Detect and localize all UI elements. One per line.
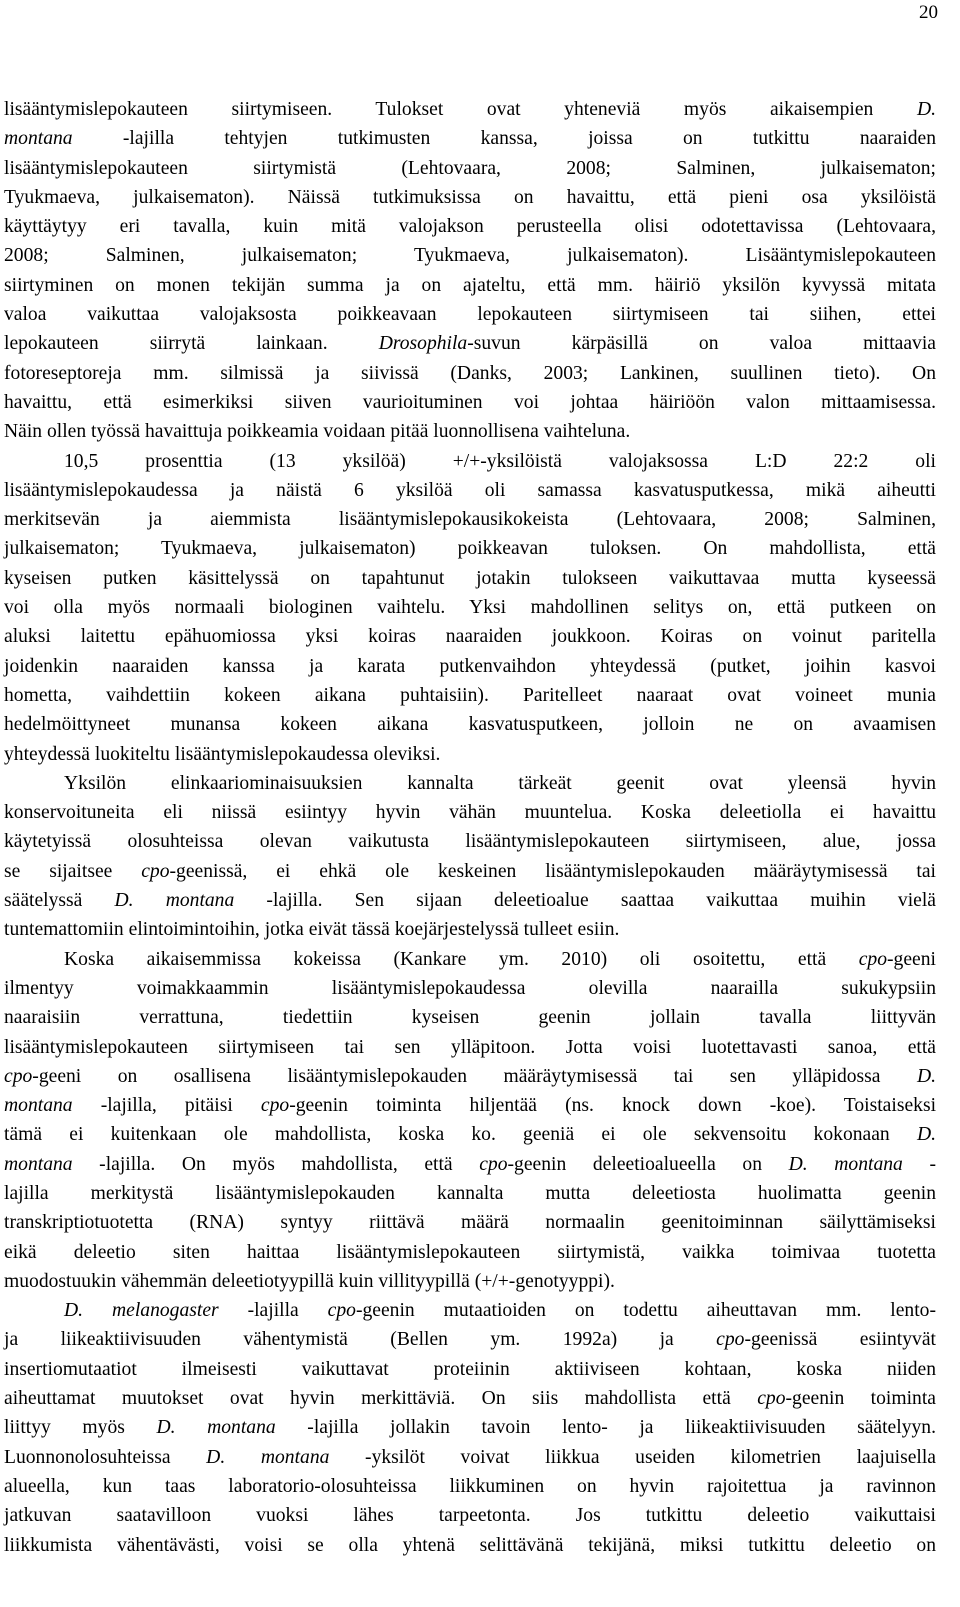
- italic-text-run: D.: [916, 1065, 936, 1087]
- text-run: se sijaitsee: [4, 860, 142, 882]
- body-text: [4, 95, 936, 1560]
- text-line: [4, 1267, 936, 1296]
- italic-text-run: cpo: [141, 860, 170, 882]
- text-run: naaraisiin verrattuna, tiedettiin kyseisen geenin jollain tavalla liittyvän: [4, 1007, 936, 1029]
- text-run: joidenkin naaraiden kanssa ja karata putkenvaihdon yhteydessä (putket, joihin kasvoi: [4, 655, 936, 677]
- text-line: [4, 154, 936, 183]
- text-line: [4, 1062, 936, 1091]
- text-line: [4, 827, 936, 856]
- text-run: hedelmöittyneet munansa kokeen aikana kasvatusputkeen, jolloin ne on avaamisen: [4, 714, 936, 736]
- text-run: transkriptiotuotetta (RNA) syntyy riittävä määrä normaalin geenitoiminnan säilyttämiseksi: [4, 1212, 936, 1234]
- text-run: lisääntymislepokaudessa ja näistä 6 yksilöä oli samassa kasvatusputkessa, mikä aiheutti: [4, 479, 936, 501]
- text-line: [4, 1238, 936, 1267]
- italic-text-run: montana: [4, 1153, 73, 1175]
- text-run: -lajilla. Sen sijaan deleetioalue saattaa vaikuttaa muihin vielä: [234, 890, 936, 912]
- italic-text-run: cpo: [479, 1153, 508, 1175]
- text-line: [4, 329, 936, 358]
- text-run: lepokauteen siirrytä lainkaan.: [4, 333, 379, 355]
- text-line: [4, 1150, 936, 1179]
- italic-text-run: cpo: [4, 1065, 33, 1087]
- italic-text-run: D. montana: [114, 890, 235, 912]
- text-run: aiheuttamat muutokset ovat hyvin merkittäviä. On siis mahdollista että: [4, 1388, 758, 1410]
- text-line: [4, 1531, 936, 1560]
- text-run: -lajilla. On myös mahdollista, että: [72, 1153, 480, 1175]
- text-line: [4, 417, 936, 446]
- text-run: Yksilön elinkaariominaisuuksien kannalta tärkeät geenit ovat yleensä hyvin: [64, 772, 936, 794]
- italic-text-run: montana: [4, 128, 73, 150]
- text-line: [4, 1296, 936, 1325]
- text-line: [4, 1472, 936, 1501]
- text-run: -geenissä esiintyvät: [744, 1329, 936, 1351]
- text-run: käyttäytyy eri tavalla, kuin mitä valojakson perusteella olisi odotettavissa (Lehtovaara,: [4, 216, 936, 238]
- text-line: [4, 241, 936, 270]
- italic-text-run: cpo: [327, 1300, 356, 1322]
- text-run: ja liikeaktiivisuuden vähentymistä (Bellen ym. 1992a) ja: [4, 1329, 717, 1351]
- text-run: -geenissä, ei ehkä ole keskeinen lisääntymislepokauden määräytymisessä tai: [169, 860, 937, 882]
- text-run: -geenin toiminta hiljentää (ns. knock down -koe). Toistaiseksi: [289, 1095, 937, 1117]
- text-line: [4, 534, 936, 563]
- text-run: käytetyissä olosuhteissa olevan vaikutusta lisääntymislepokauteen siirtymiseen, alue, jossa: [4, 831, 936, 853]
- italic-text-run: cpo: [260, 1095, 290, 1117]
- text-run: -geeni: [887, 948, 936, 970]
- italic-text-run: D.: [916, 99, 936, 120]
- italic-text-run: cpo: [757, 1388, 786, 1410]
- text-line: [4, 212, 936, 241]
- text-run: lisääntymislepokauteen siirtymiseen. Tulokset ovat yhteneviä myös aikaisempien: [4, 99, 917, 120]
- text-run: Näin ollen työssä havaittuja poikkeamia voidaan pitää luonnollisena vaihteluna.: [4, 421, 631, 443]
- text-run: insertiomutaatiot ilmeisesti vaikuttavat proteiinin aktiiviseen kohtaan, koska niiden: [4, 1358, 936, 1380]
- text-run: eikä deleetio siten haittaa lisääntymislepokauteen siirtymistä, vaikka toimivaa tuotetta: [4, 1241, 936, 1263]
- text-line: [4, 564, 936, 593]
- italic-text-run: D. montana: [788, 1153, 903, 1175]
- text-line: [4, 740, 936, 769]
- text-run: -: [902, 1153, 936, 1175]
- text-line: [4, 710, 936, 739]
- italic-text-run: D. melanogaster: [64, 1300, 219, 1322]
- text-run: konservoituneita eli niissä esiintyy hyvin vähän muuntelua. Koska deleetiolla ei havaittu: [4, 802, 936, 824]
- text-line: [4, 857, 936, 886]
- text-line: [4, 769, 936, 798]
- text-line: [4, 1355, 936, 1384]
- italic-text-run: D. montana: [206, 1446, 330, 1468]
- text-run: havaittu, että esimerkiksi siiven vaurioituminen voi johtaa häiriöön valon mittaamisessa.: [4, 391, 936, 413]
- text-line: [4, 1091, 936, 1120]
- text-line: [4, 1208, 936, 1237]
- text-run: -yksilöt voivat liikkua useiden kilometrien laajuisella: [329, 1446, 937, 1468]
- text-run: -geenin mutaatioiden on todettu aiheuttavan mm. lento-: [355, 1300, 936, 1322]
- italic-text-run: D. montana: [156, 1417, 276, 1439]
- text-line: [4, 183, 936, 212]
- text-line: [4, 95, 936, 124]
- text-run: yhteydessä luokiteltu lisääntymislepokaudessa oleviksi.: [4, 743, 441, 765]
- text-run: ilmentyy voimakkaammin lisääntymislepokaudessa olevilla naarailla sukukypsiin: [4, 977, 936, 999]
- text-line: [4, 1384, 936, 1413]
- text-line: [4, 798, 936, 827]
- text-run: Tyukmaeva, julkaisematon). Näissä tutkimuksissa on havaittu, että pieni osa yksilöistä: [4, 186, 936, 208]
- text-line: [4, 681, 936, 710]
- text-run: -suvun kärpäsillä on valoa mittaavia: [467, 333, 936, 355]
- text-run: -lajilla: [218, 1300, 328, 1322]
- text-run: aluksi laitettu epähuomiossa yksi koiras naaraiden joukkoon. Koiras on voinut paritella: [4, 626, 936, 648]
- text-run: lisääntymislepokauteen siirtymiseen tai sen ylläpitoon. Jotta voisi luotettavasti sanoa, että: [4, 1036, 936, 1058]
- text-run: Koska aikaisemmissa kokeissa (Kankare ym. 2010) oli osoitettu, että: [64, 948, 859, 970]
- text-run: voi olla myös normaali biologinen vaihtelu. Yksi mahdollinen selitys on, että putkeen on: [4, 597, 936, 619]
- text-line: [4, 915, 936, 944]
- text-run: tuntemattomiin elintoimintoihin, jotka eivät tässä koejärjestelyssä tulleet esiin.: [4, 919, 620, 941]
- italic-text-run: cpo: [716, 1329, 745, 1351]
- page-number: 20: [919, 2, 938, 23]
- italic-text-run: cpo: [858, 948, 888, 970]
- text-run: tämä ei kuitenkaan ole mahdollista, koska ko. geeniä ei ole sekvensoitu kokonaan: [4, 1124, 917, 1146]
- text-line: [4, 974, 936, 1003]
- text-line: [4, 1413, 936, 1442]
- text-run: valoa vaikuttaa valojaksosta poikkeavaan lepokauteen siirtymiseen tai siihen, ettei: [4, 304, 936, 326]
- italic-text-run: montana: [4, 1095, 73, 1117]
- text-line: [4, 388, 936, 417]
- text-line: [4, 271, 936, 300]
- text-run: merkitsevän ja aiemmista lisääntymislepokausikokeista (Lehtovaara, 2008; Salminen,: [4, 509, 936, 531]
- text-line: [4, 476, 936, 505]
- text-line: [4, 359, 936, 388]
- text-run: 10,5 prosenttia (13 yksilöä) +/+-yksilöistä valojaksossa L:D 22:2 oli: [64, 450, 936, 472]
- text-line: [4, 1501, 936, 1530]
- text-run: -geenin deleetioalueella on: [507, 1153, 789, 1175]
- text-line: [4, 1443, 936, 1472]
- text-run: -lajilla, pitäisi: [72, 1095, 261, 1117]
- text-run: lajilla merkitystä lisääntymislepokauden kannalta mutta deleetiosta huolimatta geenin: [4, 1182, 936, 1204]
- text-line: [4, 1179, 936, 1208]
- text-run: hometta, vaihdettiin kokeen aikana puhtaisiin). Paritelleet naaraat ovat voineet munia: [4, 684, 936, 706]
- text-line: [4, 1003, 936, 1032]
- text-run: kyseisen putken käsittelyssä on tapahtunut jotakin tulokseen vaikuttavaa mutta kyseessä: [4, 567, 936, 589]
- text-line: [4, 622, 936, 651]
- text-run: alueella, kun taas laboratorio-olosuhteissa liikkuminen on hyvin rajoitettua ja ravinnon: [4, 1475, 936, 1497]
- text-run: -lajilla tehtyjen tutkimusten kanssa, joissa on tutkittu naaraiden: [72, 128, 936, 150]
- text-line: [4, 1325, 936, 1354]
- text-run: julkaisematon; Tyukmaeva, julkaisematon) poikkeavan tuloksen. On mahdollista, että: [4, 538, 936, 560]
- text-line: [4, 593, 936, 622]
- text-run: -lajilla jollakin tavoin lento- ja liikeaktiivisuuden säätelyyn.: [275, 1417, 936, 1439]
- italic-text-run: D.: [916, 1124, 936, 1146]
- text-line: [4, 300, 936, 329]
- text-run: siirtyminen on monen tekijän summa ja on ajateltu, että mm. häiriö yksilön kyvyssä mitata: [4, 274, 936, 296]
- text-run: muodostuukin vähemmän deleetiotyypillä kuin villityypillä (+/+-genotyyppi).: [4, 1270, 615, 1292]
- text-line: [4, 505, 936, 534]
- text-run: jatkuvan saatavilloon vuoksi lähes tarpeetonta. Jos tutkittu deleetio vaikuttaisi: [4, 1505, 936, 1527]
- text-run: lisääntymislepokauteen siirtymistä (Lehtovaara, 2008; Salminen, julkaisematon;: [4, 157, 936, 179]
- text-line: [4, 886, 936, 915]
- text-line: [4, 447, 936, 476]
- text-run: 2008; Salminen, julkaisematon; Tyukmaeva, julkaisematon). Lisääntymislepokauteen: [4, 245, 936, 267]
- text-run: -geeni on osallisena lisääntymislepokauden määräytymisessä tai sen ylläpidossa: [32, 1065, 917, 1087]
- text-run: -geenin toiminta: [785, 1388, 936, 1410]
- text-run: liittyy myös: [4, 1417, 157, 1439]
- text-run: Luonnonolosuhteissa: [4, 1446, 207, 1468]
- text-run: fotoreseptoreja mm. silmissä ja siivissä (Danks, 2003; Lankinen, suullinen tieto). On: [4, 362, 936, 384]
- text-line: [4, 945, 936, 974]
- text-run: säätelyssä: [4, 890, 115, 912]
- text-line: [4, 124, 936, 153]
- text-run: liikkumista vähentävästi, voisi se olla yhtenä selittävänä tekijänä, miksi tutkittu deleetio on: [4, 1534, 936, 1556]
- italic-text-run: Drosophila: [378, 333, 468, 355]
- text-line: [4, 1120, 936, 1149]
- text-line: [4, 1033, 936, 1062]
- text-line: [4, 652, 936, 681]
